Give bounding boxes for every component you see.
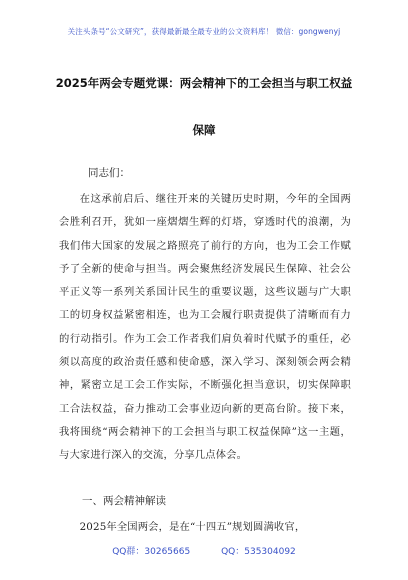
document-title: 2025年两会专题党课：两会精神下的工会担当与职工权益	[55, 76, 353, 90]
paragraph-1: 在这承前启后、继往开来的关键历史时期，今年的全国两会胜利召开，犹如一座熠熠生辉的灯塔，穿透时代的浪潮，为我们伟大国家的发展之路照亮了前行的方向，也为工会工作赋予了全新的使命与担当。两会聚焦经济发展民生保障、社会公平正义等一系列关系国计民生的重要议题，这些议题与广大职工的切身权益紧密相连，也为工会履行职责提供了清晰而有力的行动指引。作为工会工作者我们肩负着时代赋予的重任，必须以高度的政治责任感和使命感，深入学习、深刻领会两会精神，紧密立足工会工作实际，不断强化担当意识，切实保障职工合法权益，奋力推动工会事业迈向新的更高台阶。接下来，我将围绕“两会精神下的工会担当与职工权益保障”这一主题，与大家进行深入的交流，分享几点体会。	[59, 193, 351, 462]
greeting: 同志们：	[88, 167, 130, 179]
footer-qq-group: QQ群：30265665	[112, 547, 191, 557]
footer-qq: QQ：535304092	[221, 547, 296, 557]
body-paragraph-2	[59, 516, 351, 539]
header-banner: 关注头条号“公文研究”，获得最新最全最专业的公文资料库！ 微信：gongwenyj	[67, 27, 341, 36]
paragraph-2: 2025年全国两会，是在“十四五”规划圆满收官，	[79, 521, 306, 533]
body-paragraph	[59, 188, 351, 468]
section-heading: 一、两会精神解读	[82, 495, 166, 507]
footer	[0, 544, 408, 557]
document-title-continuation: 保障	[192, 123, 216, 137]
